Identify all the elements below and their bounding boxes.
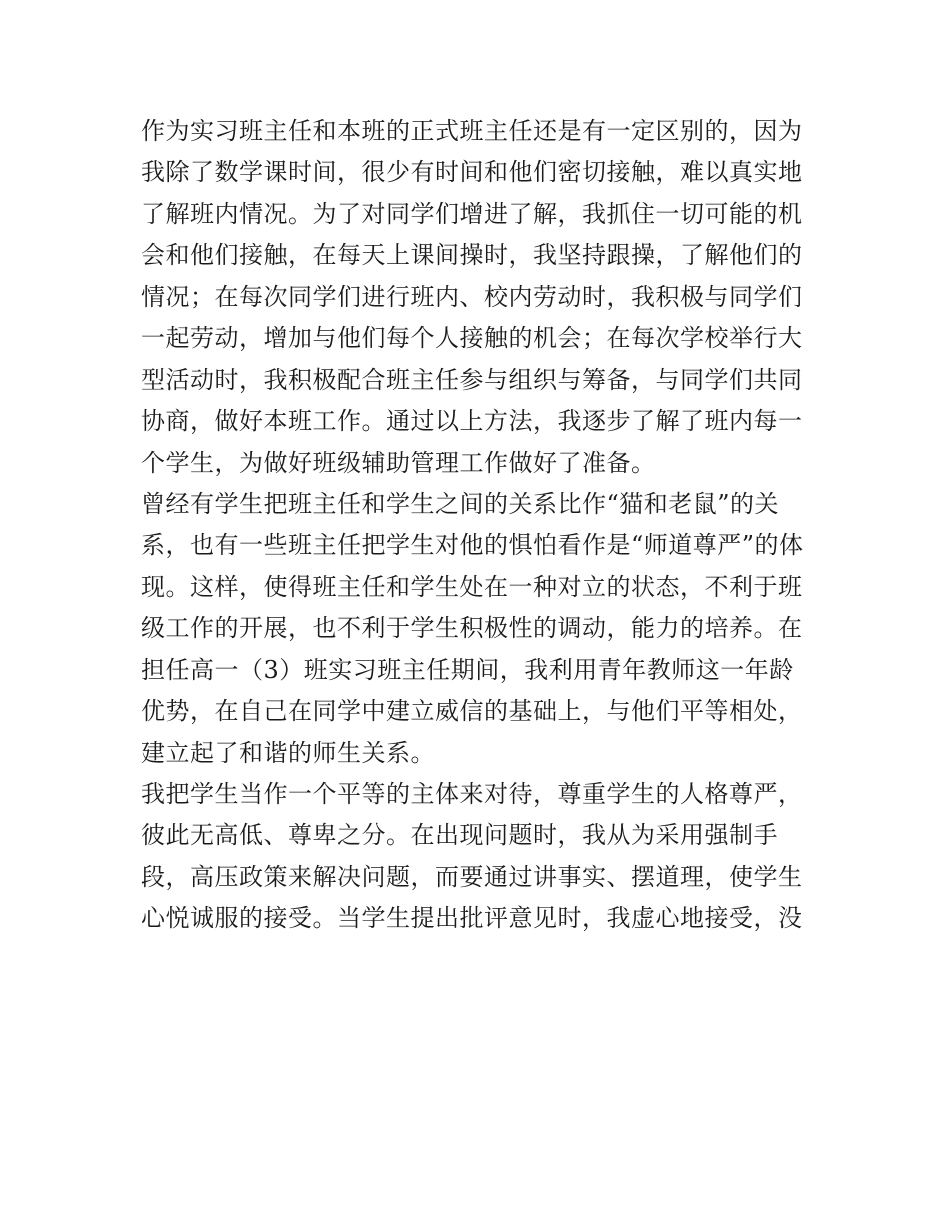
- text-line: 级工作的开展，也不利于学生积极性的调动，能力的培养。在: [141, 614, 803, 643]
- text-line: 心悦诚服的接受。当学生提出批评意见时，我虚心地接受，没: [141, 904, 803, 933]
- body-text: [141, 111, 821, 940]
- text-line: 我把学生当作一个平等的主体来对待，尊重学生的人格尊严，: [141, 780, 803, 808]
- text-line: 建立起了和谐的师生关系。: [141, 738, 435, 767]
- text-line: 担任高一（3）班实习班主任期间，我利用青年教师这一年龄: [141, 655, 794, 684]
- text-line: 段，高压政策来解决问题，而要通过讲事实、摆道理，使学生: [141, 862, 803, 891]
- text-line: 情况；在每次同学们进行班内、校内劳动时，我积极与同学们: [141, 282, 803, 311]
- text-line: 现。这样，使得班主任和学生处在一种对立的状态，不利于班: [141, 572, 803, 601]
- text-line: 个学生，为做好班级辅助管理工作做好了准备。: [141, 448, 656, 477]
- text-line: 了解班内情况。为了对同学们增进了解，我抓住一切可能的机: [141, 199, 803, 228]
- text-line: 系，也有一些班主任把学生对他的惧怕看作是“师道尊严”的体: [141, 531, 804, 560]
- text-line: 作为实习班主任和本班的正式班主任还是有一定区别的，因为: [141, 117, 803, 145]
- text-line: 会和他们接触，在每天上课间操时，我坚持跟操，了解他们的: [141, 241, 803, 270]
- text-line: 型活动时，我积极配合班主任参与组织与筹备，与同学们共同: [141, 365, 803, 394]
- text-line: 一起劳动，增加与他们每个人接触的机会；在每次学校举行大: [141, 324, 803, 353]
- text-line: 彼此无高低、尊卑之分。在出现问题时，我从为采用强制手: [141, 821, 778, 850]
- text-line: 优势，在自己在同学中建立威信的基础上，与他们平等相处，: [141, 697, 803, 726]
- text-line: 协商，做好本班工作。通过以上方法，我逐步了解了班内每一: [141, 407, 803, 436]
- text-line: 曾经有学生把班主任和学生之间的关系比作“猫和老鼠”的关: [141, 489, 780, 518]
- text-line: 我除了数学课时间，很少有时间和他们密切接触，难以真实地: [141, 158, 803, 187]
